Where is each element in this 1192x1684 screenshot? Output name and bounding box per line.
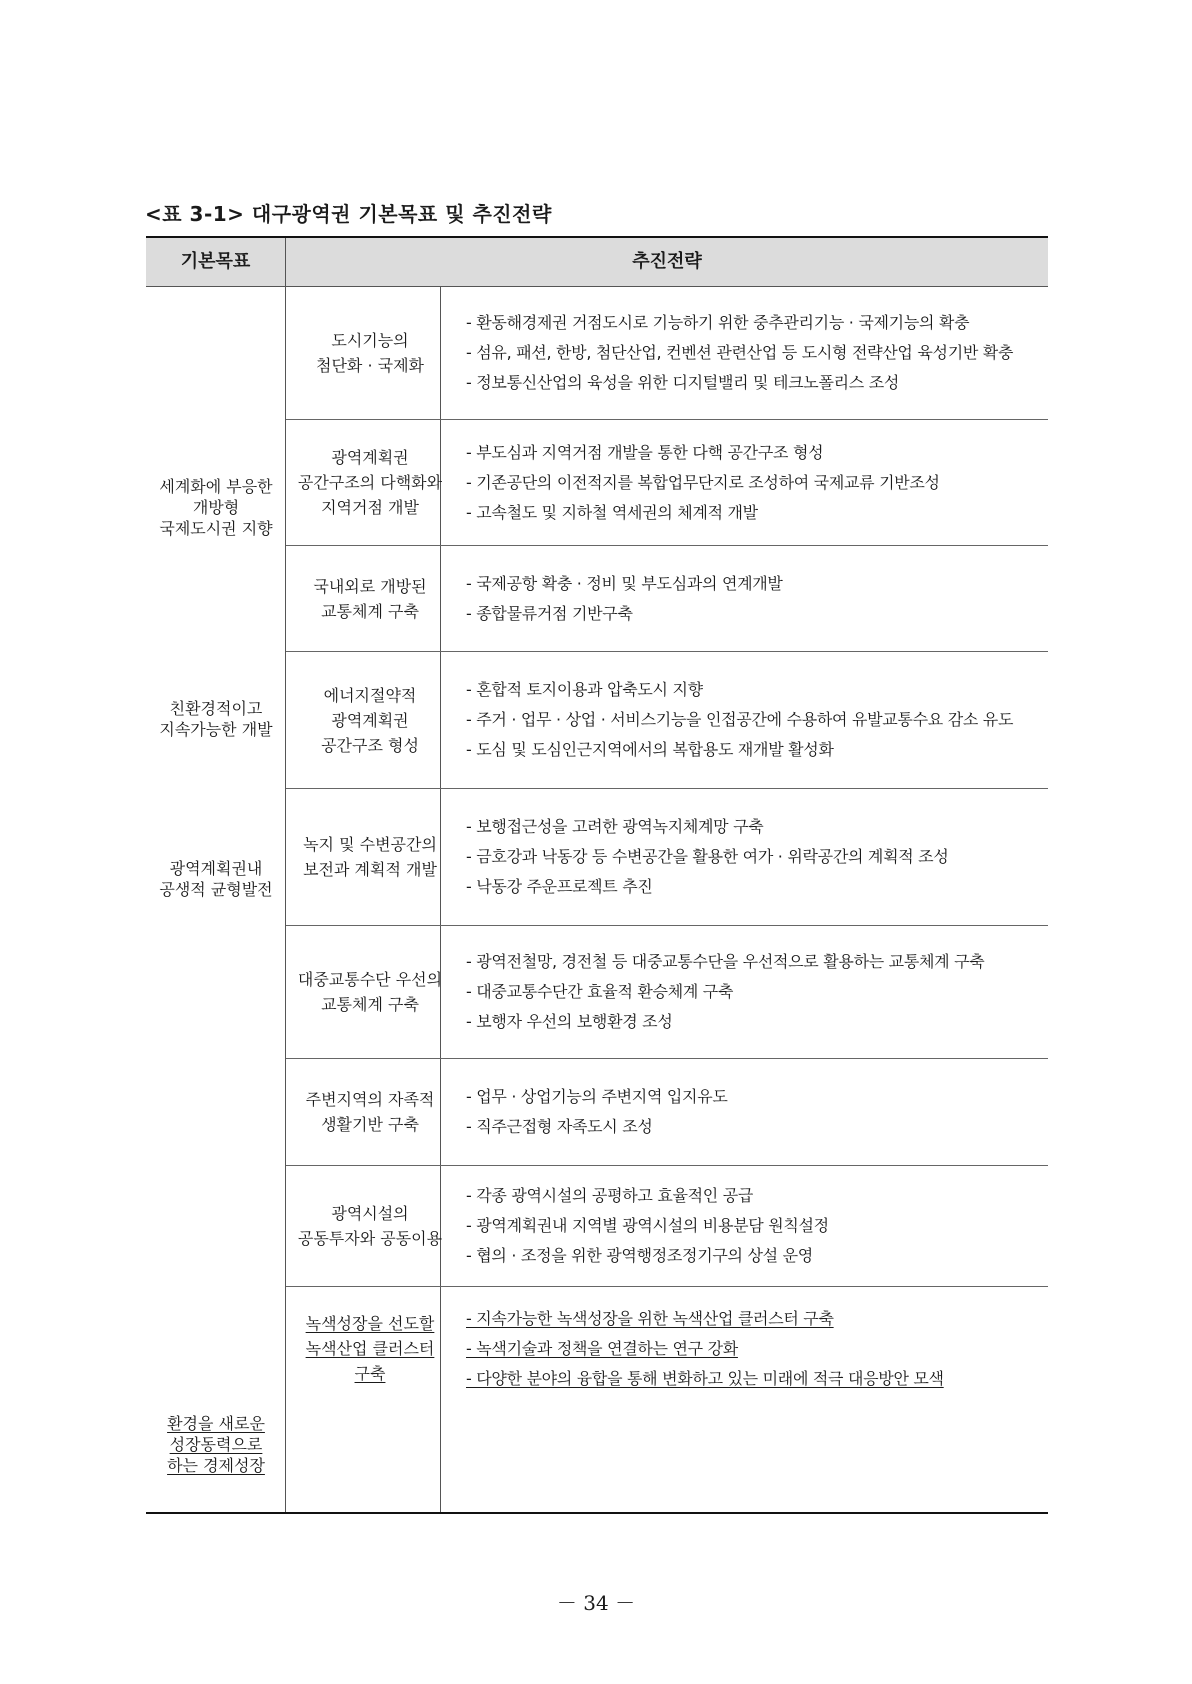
goal-line: 친환경적이고 — [169, 699, 263, 718]
strategy-cell — [286, 546, 454, 651]
strategy-cell — [286, 1166, 454, 1286]
strategy-item: - 도심 및 도심인근지역에서의 복합용도 재개발 활성화 — [466, 740, 834, 759]
strategy-item: - 고속철도 및 지하철 역세권의 체계적 개발 — [466, 502, 758, 522]
strategy-item: - 국제공항 확충 · 정비 및 부도심과의 연계개발 — [466, 573, 783, 593]
strategy-line: 공동투자와 공동이용 — [297, 1229, 443, 1248]
strategy-item: - 각종 광역시설의 공평하고 효율적인 공급 — [466, 1186, 754, 1205]
strategy-item: - 혼합적 토지이용과 압축도시 지향 — [466, 680, 703, 699]
strategy-item: - 다양한 분야의 융합을 통해 변화하고 있는 미래에 적극 대응방안 모색 — [466, 1368, 944, 1388]
header-strategy: 추진전략 — [632, 251, 702, 272]
header-goal: 기본목표 — [146, 238, 286, 286]
strategy-row — [286, 652, 1048, 789]
strategy-line: 녹지 및 수변공간의 — [303, 835, 437, 854]
strategy-line: 공간구조 형성 — [321, 735, 419, 755]
strategy-items — [466, 546, 1042, 651]
strategy-item: - 직주근접형 자족도시 조성 — [466, 1117, 653, 1136]
strategy-item: - 광역계획권내 지역별 광역시설의 비용분담 원칙설정 — [466, 1216, 829, 1235]
strategy-items — [466, 286, 1042, 419]
goal-cell — [146, 1413, 286, 1476]
strategy-line: 광역시설의 — [331, 1204, 409, 1223]
goal-line: 성장동력으로 — [169, 1435, 263, 1454]
strategy-items — [466, 1059, 1042, 1165]
strategy-item: - 대중교통수단간 효율적 환승체계 구축 — [466, 982, 734, 1001]
strategy-line: 녹색산업 클러스터 — [305, 1339, 435, 1358]
strategy-line: 보전과 계획적 개발 — [303, 860, 437, 879]
goal-cell — [146, 698, 286, 740]
strategy-row — [286, 546, 1048, 652]
strategy-line: 녹색성장을 선도할 — [305, 1314, 435, 1333]
strategy-item: - 보행접근성을 고려한 광역녹지체계망 구축 — [466, 817, 764, 836]
strategy-item: - 녹색기술과 정책을 연결하는 연구 강화 — [466, 1338, 738, 1358]
strategy-item: - 환동해경제권 거점도시로 기능하기 위한 중추관리기능 · 국제기능의 확충 — [466, 312, 970, 332]
strategy-cell — [286, 286, 454, 419]
strategy-line: 광역계획권 — [331, 448, 409, 467]
table-caption: <표 3-1> 대구광역권 기본목표 및 추진전략 — [145, 202, 552, 226]
strategy-line: 에너지절약적 — [323, 685, 417, 705]
goals-strategy-table — [146, 236, 1048, 1514]
strategy-line: 지역거점 개발 — [321, 498, 419, 517]
page-number: － 34 － — [556, 1591, 636, 1615]
strategy-item: - 광역전철망, 경전철 등 대중교통수단을 우선적으로 활용하는 교통체계 구축 — [466, 952, 985, 971]
goal-line: 광역계획권내 — [169, 859, 263, 878]
strategy-items — [466, 926, 1042, 1058]
strategy-item: - 종합물류거점 기반구축 — [466, 603, 633, 623]
strategy-items — [466, 1287, 1042, 1410]
strategy-item: - 지속가능한 녹색성장을 위한 녹색산업 클러스터 구축 — [466, 1308, 834, 1328]
strategy-item: - 섬유, 패션, 한방, 첨단산업, 컨벤션 관련산업 등 도시형 전략산업 육성기반 확충 — [466, 342, 1014, 362]
goal-line: 지속가능한 개발 — [159, 720, 273, 739]
strategy-line: 광역계획권 — [331, 710, 409, 730]
strategy-item: - 보행자 우선의 보행환경 조성 — [466, 1012, 673, 1031]
strategy-item: - 정보통신산업의 육성을 위한 디지털밸리 및 테크노폴리스 조성 — [466, 372, 900, 392]
strategy-row — [286, 789, 1048, 926]
strategy-cell — [286, 652, 454, 788]
strategy-row — [286, 1287, 1048, 1410]
strategy-line: 구축 — [354, 1364, 386, 1383]
strategy-item: - 금호강과 낙동강 등 수변공간을 활용한 여가 · 위락공간의 계획적 조성 — [466, 847, 949, 866]
strategy-cell — [286, 926, 454, 1058]
strategy-cell — [286, 789, 454, 925]
goal-line: 공생적 균형발전 — [159, 880, 273, 899]
strategy-row — [286, 926, 1048, 1059]
strategy-items — [466, 1166, 1042, 1286]
goal-line: 환경을 새로운 — [167, 1414, 265, 1433]
goal-cell — [146, 476, 286, 539]
strategy-item: - 협의 · 조정을 위한 광역행정조정기구의 상설 운영 — [466, 1246, 813, 1265]
strategy-items — [466, 789, 1042, 925]
strategy-item: - 주거 · 업무 · 상업 · 서비스기능을 인접공간에 수용하여 유발교통수요 감소 유도 — [466, 710, 1014, 729]
goal-line: 세계화에 부응한 — [159, 477, 273, 496]
strategy-line: 생활기반 구축 — [321, 1115, 419, 1134]
strategy-items — [466, 420, 1042, 545]
strategy-row — [286, 1166, 1048, 1287]
strategy-cell — [286, 1059, 454, 1165]
goal-line: 국제도시권 지향 — [159, 519, 273, 538]
strategy-row — [286, 286, 1048, 420]
strategy-line: 교통체계 구축 — [321, 601, 419, 621]
strategy-line: 공간구조의 다핵화와 — [297, 473, 443, 492]
strategy-line: 주변지역의 자족적 — [305, 1090, 435, 1109]
strategy-row — [286, 420, 1048, 546]
strategy-item: - 낙동강 주운프로젝트 추진 — [466, 877, 653, 896]
strategy-line: 교통체계 구축 — [321, 995, 419, 1014]
strategy-line: 도시기능의 — [331, 330, 409, 350]
strategy-item: - 부도심과 지역거점 개발을 통한 다핵 공간구조 형성 — [466, 442, 824, 462]
strategy-cell — [286, 420, 454, 545]
goal-cell — [146, 858, 286, 900]
strategy-item: - 기존공단의 이전적지를 복합업무단지로 조성하여 국제교류 기반조성 — [466, 472, 940, 492]
table-header — [146, 238, 1048, 287]
strategy-line: 첨단화 · 국제화 — [316, 355, 424, 375]
strategy-cell — [286, 1287, 454, 1410]
goal-line: 개방형 — [192, 498, 240, 517]
goal-line: 하는 경제성장 — [167, 1456, 265, 1475]
strategy-item: - 업무 · 상업기능의 주변지역 입지유도 — [466, 1087, 728, 1106]
strategy-items — [466, 652, 1042, 788]
strategy-row — [286, 1059, 1048, 1166]
strategy-line: 국내외로 개방된 — [313, 576, 427, 596]
strategy-line: 대중교통수단 우선의 — [297, 970, 443, 989]
